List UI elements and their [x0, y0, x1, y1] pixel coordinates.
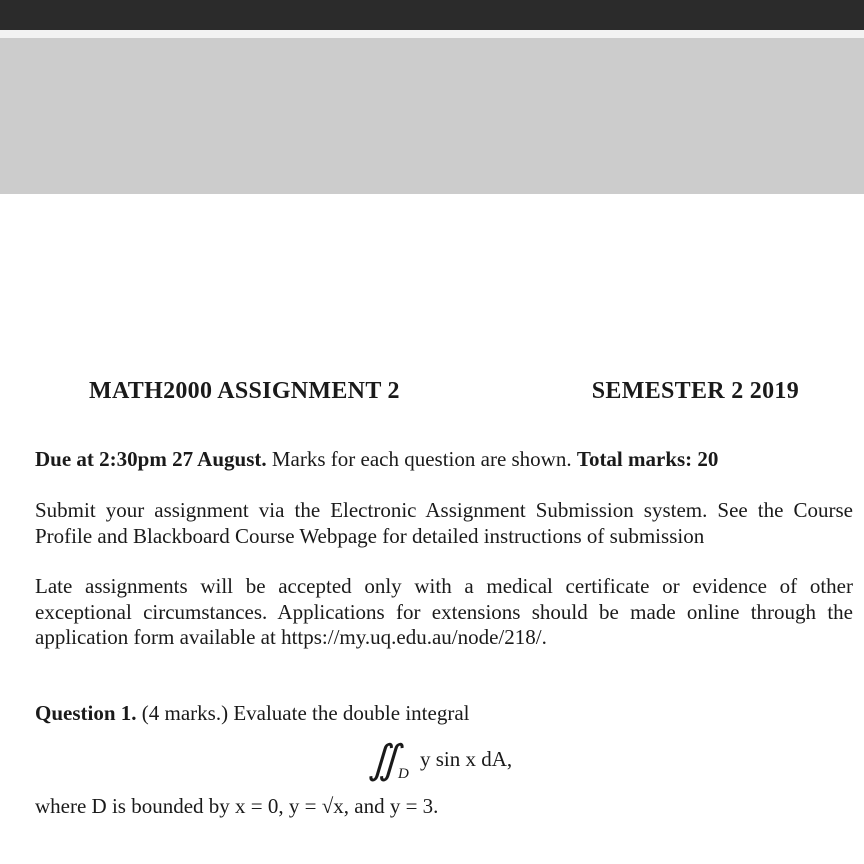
due-line: [35, 447, 853, 473]
question-1-heading: [35, 701, 853, 727]
due-date: Due at 2:30pm 27 August.: [35, 447, 267, 471]
question-1-label: Question 1.: [35, 701, 137, 725]
double-integral: [368, 738, 568, 788]
submit-paragraph: Submit your assignment via the Electronic Assignment Submission system. See the Course Profile and Blackboard Course Webpage for detailed instructions of submission: [35, 498, 853, 548]
integrand: y sin x dA,: [420, 747, 513, 771]
gray-banner-panel: [0, 38, 864, 194]
integral-domain: D: [398, 766, 409, 782]
toolbar-separator: [0, 30, 864, 38]
marks-note: Marks for each question are shown.: [266, 447, 577, 471]
question-1-domain: where D is bounded by x = 0, y = √x, and y = 3.: [35, 794, 439, 818]
late-paragraph: Late assignments will be accepted only with a medical certificate or evidence of other exceptional circumstances. Applications for extensions should be made online through the application form available at https://my.uq.edu.au/node/218/.: [35, 574, 853, 649]
document-title: [89, 378, 799, 405]
course-title: MATH2000 ASSIGNMENT 2: [89, 378, 400, 404]
question-1-marks: (4 marks.) Evaluate the double integral: [136, 701, 470, 725]
semester-title: SEMESTER 2 2019: [591, 378, 799, 404]
double-integral-sign: ∬: [368, 737, 400, 782]
total-marks: Total marks: 20: [576, 447, 719, 471]
top-toolbar: [0, 0, 864, 30]
